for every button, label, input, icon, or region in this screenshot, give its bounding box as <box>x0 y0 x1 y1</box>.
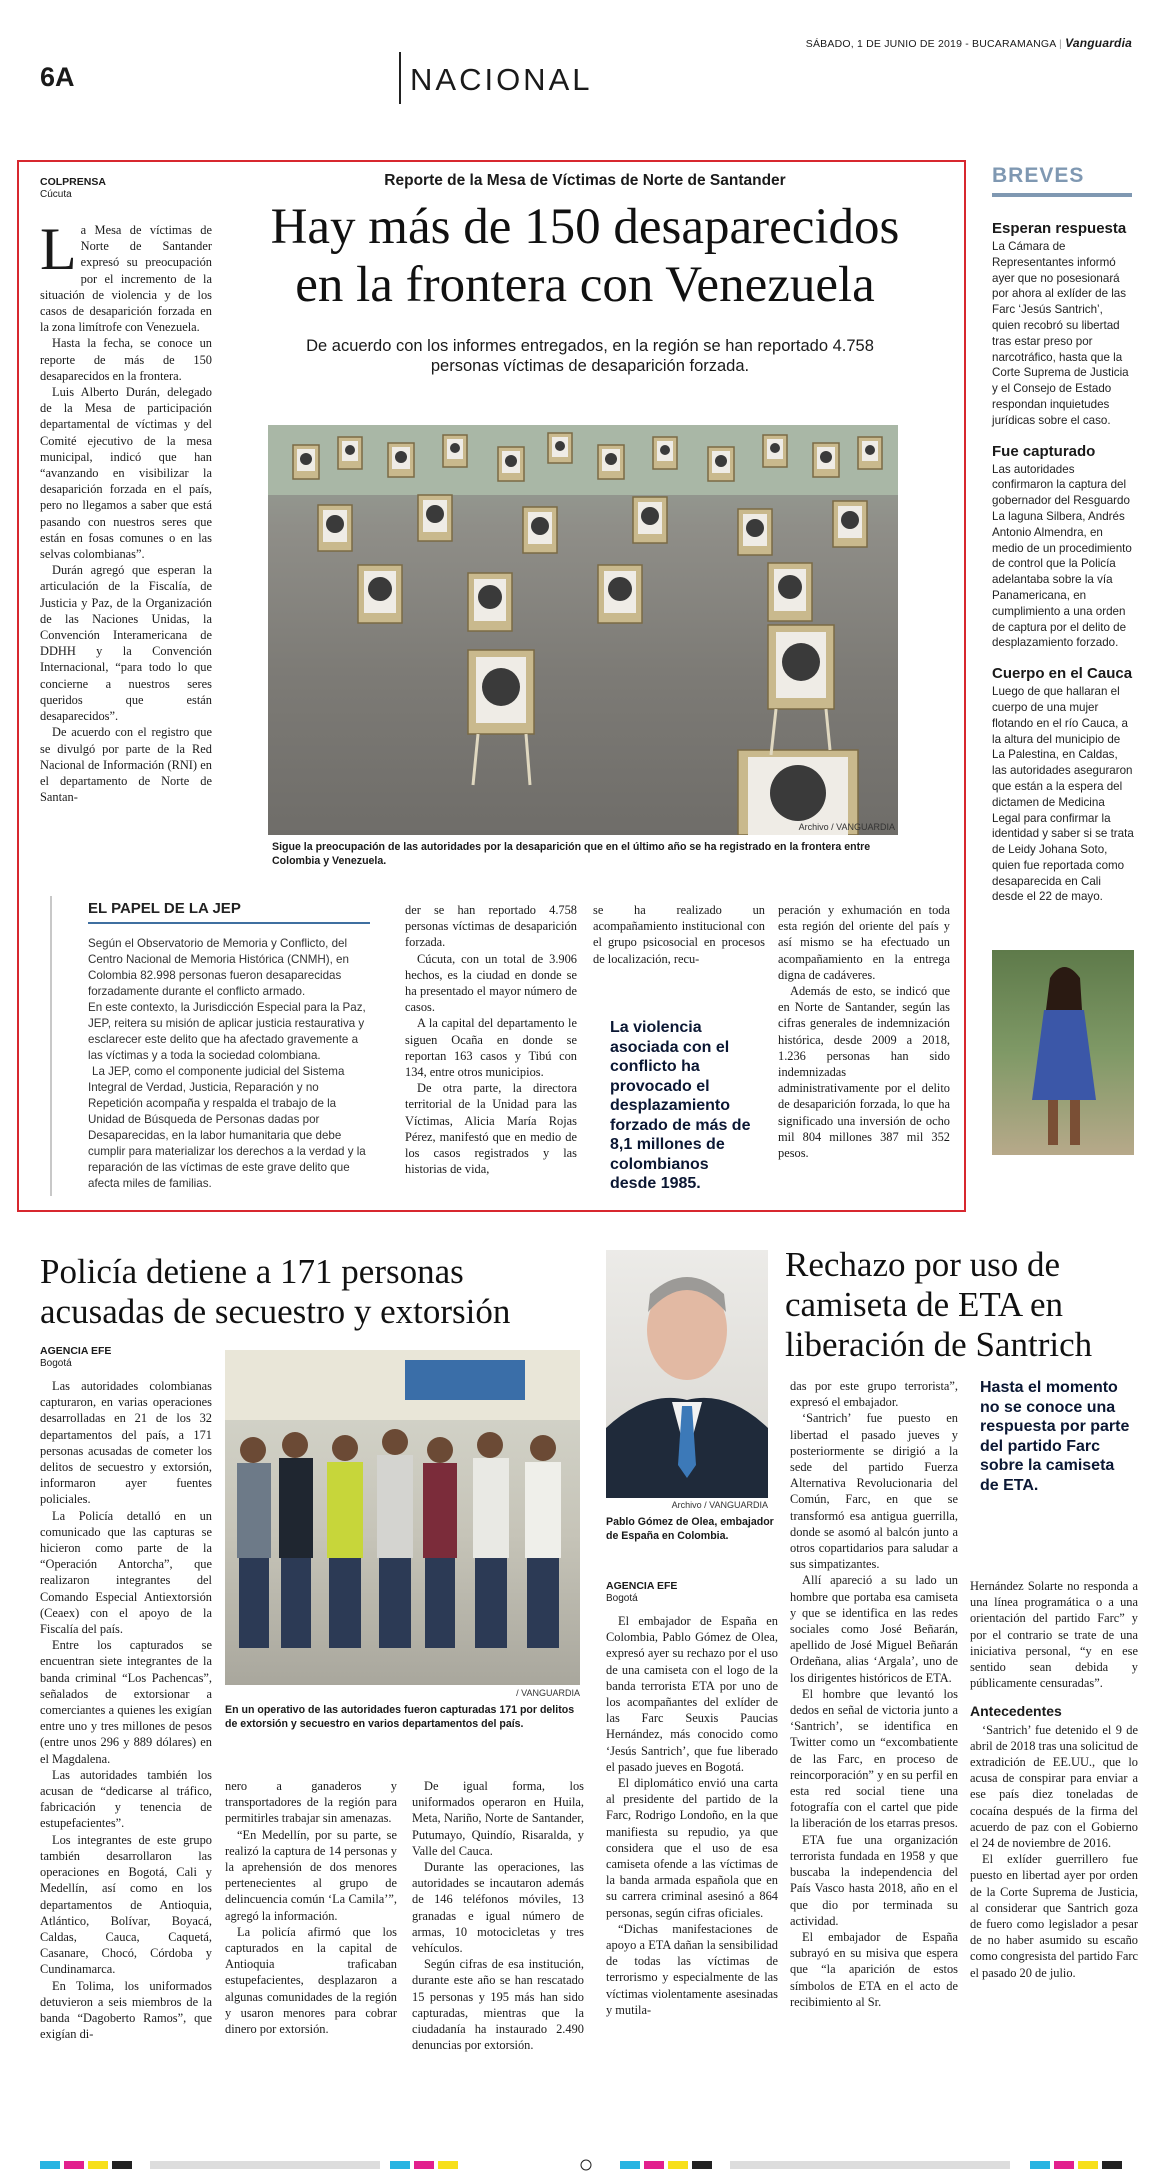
main-col-3-p2: A la capital del departamento le siguen Ocaña en donde se reportan 163 casos y Tibú con 134, entre otros municipios. <box>405 1016 577 1080</box>
antecedentes-p1: El exlíder guerrillero fue puesto en libertad ayer por orden de la Corte Suprema de Justicia, al considerar que Santrich goza de fuero como legislador a pesar de no haber asumido su escaño como congresista del partido Farc el pasado 20 de julio. <box>970 1852 1138 1980</box>
eta-col-1-p2: “Dichas manifestaciones de apoyo a ETA dañan la sensibilidad de todas las víctimas de terrorismo y especialmente de las víctimas violentamente asesinadas y mutila- <box>606 1921 778 2017</box>
jep-sidebar-rule <box>88 922 370 924</box>
print-color-bar <box>40 2158 1132 2170</box>
police-col-3-p0: De igual forma, los uniformados operaron en Huila, Meta, Nariño, Norte de Santander, Putumayo, Quindío, Risaralda, y Valle del Cauca. <box>412 1779 584 1858</box>
main-photo-caption: Sigue la preocupación de las autoridades por la desaparición que en el último año se ha registrado en la frontera entre Colombia y Venezuela. <box>272 841 871 867</box>
main-photo-credit: Archivo / VANGUARDIA <box>798 822 895 832</box>
dropcap: L <box>40 216 77 282</box>
breve-item <box>992 665 1134 905</box>
police-col-1 <box>40 1378 212 2042</box>
main-headline <box>215 198 955 314</box>
breve-text: Luego de que hallaran el cuerpo de una mujer flotando en el río Cauca, a la altura del municipio de La Palestina, en Caldas, las autoridades aseguraron que están a la espera del dictamen de Medicina Legal para confirmar la identidad y saber si se trata de Leidy Johana Soto, quien fue reportada como desaparecida en Cali desde el 22 de mayo. <box>992 685 1134 904</box>
section-title: NACIONAL <box>410 62 593 97</box>
main-pull-quote: La violencia asociada con el conflicto ha provocado el desplazamiento forzado de más de 8,1 millones de colombianos desde 1985. <box>610 1019 751 1192</box>
detainees-illustration <box>225 1350 580 1685</box>
main-col-1 <box>40 216 212 805</box>
memorial-chairs-illustration <box>268 425 898 835</box>
police-col-1-p2: Entre los capturados se encuentran siete integrantes de la banda criminal “Los Pachencas”, señalados de extorsionar a comerciantes a quienes les exigían entre uno y tres millones de pesos (entre unos 296 y 889 dólares) en el Magdalena. <box>40 1638 212 1766</box>
eta-col-1-p0: El embajador de España en Colombia, Pablo Gómez de Olea, expresó ayer su rechazo por el uso de una camiseta con el logo de la banda terrorista ETA por uno de los acompañantes del exlíder de las Farc Seuxis Paucias Hernández, más conocido como ‘Jesús Santrich’, que fue liberado el pasado jueves en Bogotá. <box>606 1614 778 1774</box>
police-headline <box>40 1252 600 1332</box>
eta-col-2-p3: El hombre que levantó los dedos en señal de victoria junto a ‘Santrich’, se identifica en Twitter como un “excombatiente de las Farc, en proceso de reincorporación” y en su perfil en esta red social tiene una fotografía con el cartel que pide la liberación de los etarras presos. <box>790 1686 958 1831</box>
main-col-3-p0: der se han reportado 4.758 personas víctimas de desaparición forzada. <box>405 903 577 950</box>
jep-sidebar-p0: Según el Observatorio de Memoria y Conflicto, del Centro Nacional de Memoria Histórica (CNMH), en Colombia 82.998 personas fueron desaparecidas forzadamente durante el conflicto armado. <box>88 937 349 998</box>
cmyk-registration-bar <box>40 2159 1132 2171</box>
woman-figure-illustration <box>992 950 1134 1155</box>
main-col-5 <box>778 902 950 1161</box>
main-col-5-p0: peración y exhumación en toda esta región del oriente del país y así mismo se ha efectuado un acompañamiento en la entrega digna de cadáveres. <box>778 903 950 982</box>
antecedentes-p0: ‘Santrich’ fue detenido el 9 de abril de 2018 tras una solicitud de extradición de EE.UU., que lo acusa de conspirar para enviar a ese país diez toneladas de cocaína después de la firma del acuerdo de paz con el Gobierno el 24 de noviembre de 2016. <box>970 1722 1138 1851</box>
jep-sidebar-title: EL PAPEL DE LA JEP <box>88 900 241 917</box>
main-col-3-p1: Cúcuta, con un total de 3.906 hechos, es la ciudad en donde se ha presentado el mayor número de casos. <box>405 951 577 1015</box>
main-byline-city: Cúcuta <box>40 189 72 200</box>
breve-item <box>992 443 1134 652</box>
police-col-3-p2: Según cifras de esa institución, durante este año se han rescatado 15 personas y 195 más han sido capturadas, mientras que la ciudadanía ha instaurado 2.490 denuncias por extorsión. <box>412 1957 584 2053</box>
ambassador-photo-caption: Pablo Gómez de Olea, embajador de España en Colombia. <box>606 1516 774 1542</box>
ambassador-photo-credit: Archivo / VANGUARDIA <box>671 1500 768 1510</box>
main-col-4 <box>593 902 765 967</box>
header-divider <box>399 52 401 104</box>
police-byline <box>40 1345 111 1370</box>
page-number: 6A <box>40 62 75 92</box>
jep-sidebar-p1: En este contexto, la Jurisdicción Especial para la Paz, JEP, reitera su misión de aplicar justicia restaurativa y esclarecer este delito que ha afectado gravemente a las víctimas y a toda la sociedad colombiana. <box>88 1001 366 1062</box>
ambassador-photo <box>606 1250 768 1498</box>
police-photo <box>225 1350 580 1685</box>
eta-byline <box>606 1580 677 1605</box>
eta-col-2-p1: ‘Santrich’ fue puesto en libertad el pasado jueves y posteriormente se dirigió a la sede del partido Fuerza Alternativa Revolucionaria del Común, Farc, en que se transformó esa antigua guerrilla, donde se asomó al balcón junto a otros copartidarios para saludar a sus simpatizantes. <box>790 1411 958 1572</box>
dateline-text: SÁBADO, 1 DE JUNIO DE 2019 - BUCARAMANGA <box>805 38 1056 50</box>
breve-item <box>992 220 1134 429</box>
main-col-1-p2: Luis Alberto Durán, delegado de la Mesa de participación departamental de víctimas y del Comité ejecutivo de la mesa municipal, indicó que han “avanzando en visibilizar la desaparición forzada en el país, pero no llegamos a saber que está pasando con nuestros seres que están en fosas comunes o en las selvas colombianas”. <box>40 385 212 562</box>
antecedentes-title: Antecedentes <box>970 1703 1062 1720</box>
police-byline-agency: AGENCIA EFE <box>40 1345 112 1357</box>
police-col-3-p1: Durante las operaciones, las autoridades se incautaron además de 146 teléfonos móviles, 13 granadas e igual número de armas, 10 motocicletas y tres vehículos. <box>412 1860 584 1956</box>
eta-pull-quote: Hasta el momento no se conoce una respuesta por parte del partido Farc sobre la camiseta de ETA. <box>980 1379 1130 1494</box>
main-col-1-p1: Hasta la fecha, se conoce un reporte de más de 150 desaparecidos en la frontera. <box>40 336 212 383</box>
eta-col-2 <box>790 1378 958 2010</box>
breve-title: Esperan respuesta <box>992 220 1127 237</box>
main-photo <box>268 425 898 835</box>
main-byline-agency: COLPRENSA <box>40 176 106 188</box>
police-col-1-p4: Los integrantes de este grupo también desarrollaron las operaciones en Bogotá, Cali y Medellín, así como en los departamentos de Antioquia, Atlántico, Bolívar, Boyacá, Caldas, Cauca, Caquetá, Casanare, Chocó, Córdoba y Cundinamarca. <box>40 1832 212 1977</box>
main-col-3-p3: De otra parte, la directora territorial de la Unidad para las Víctimas, Alicia María Rojas Pérez, manifestó que en medio de los casos registrados y las historias de vida, <box>405 1081 577 1177</box>
main-subhead: De acuerdo con los informes entregados, en la región se han reportado 4.758 personas víctimas de desaparición forzada. <box>306 337 874 375</box>
eta-col-2-p0: das por este grupo terrorista”, expresó el embajador. <box>790 1379 958 1410</box>
police-col-2 <box>225 1778 397 2037</box>
eta-col-1 <box>606 1613 778 2018</box>
police-byline-city: Bogotá <box>40 1358 72 1369</box>
police-col-2-p0: nero a ganaderos y transportadores de la región para permitirles trabajar sin amenazas. <box>225 1779 397 1826</box>
police-col-2-p2: La policía afirmó que los capturados en la capital de Antioquia traficaban estupefacientes, desplazaron a algunas comunidades de la región y usaron menores para cobrar dinero por extorsión. <box>225 1924 397 2037</box>
police-col-3 <box>412 1778 584 2053</box>
police-headline-line-1: Policía detiene a 171 personas <box>40 1252 464 1291</box>
main-kicker: Reporte de la Mesa de Víctimas de Norte de Santander <box>384 172 786 189</box>
eta-col-3 <box>970 1578 1138 1981</box>
main-col-1-p0: a Mesa de víctimas de Norte de Santander expresó su preocupación por el incremento de la situación de violencia y de los casos de desaparición forzada en la zona limítrofe con Venezuela. <box>40 223 212 335</box>
police-headline-line-2: acusadas de secuestro y extorsión <box>40 1292 511 1331</box>
brand-logo: Vanguardia <box>1065 36 1132 50</box>
eta-byline-agency: AGENCIA EFE <box>606 1580 678 1592</box>
eta-col-1-p1: El diplomático envió una carta al presidente del partido de la Farc, Rodrigo Londoño, en la que manifiesta su repudio, ya que considera que el uso de esa camiseta ofende a las víctimas de la banda armada española que en su carrera criminal asesinó a 864 personas, según cifras oficiales. <box>606 1776 778 1920</box>
eta-col-2-p4: ETA fue una organización terrorista fundada en 1958 y que buscaba la independencia del País Vasco hasta 2018, año en el que dio por terminada su actividad. <box>790 1832 958 1928</box>
main-col-3 <box>405 902 577 1177</box>
police-photo-credit: / VANGUARDIA <box>516 1688 580 1698</box>
jep-sidebar-text <box>88 936 373 1192</box>
eta-col-3-p0: Hernández Solarte no responda a una línea programática o a una orientación del partido Farc” y por el contrario se trate de una iniciativa personal, “y en ese sentido sean debida y públicamente censuradas”. <box>970 1579 1138 1691</box>
main-col-1-p3: Durán agregó que esperan la articulación de la Fiscalía, de Justicia y Paz, de la Organización de las Naciones Unidas, la Convención Interamericana de DDHH y la Convención Internacional, “para todo lo que concierne a nuestros seres queridos que están desaparecidos”. <box>40 563 212 724</box>
police-col-1-p3: Las autoridades también los acusan de “dedicarse al tráfico, fabricación y tenencia de estupefacientes”. <box>40 1767 212 1831</box>
police-col-2-p1: “En Medellín, por su parte, se realizó la captura de 14 personas y la aprehensión de dos menores pertenecientes al grupo de delincuencia común ‘La Camila’”, agregó la información. <box>225 1827 397 1923</box>
police-photo-caption: En un operativo de las autoridades fueron capturadas 171 por delitos de extorsión y secuestro en varios departamentos del país. <box>225 1704 575 1730</box>
breve-text: Las autoridades confirmaron la captura del gobernador del Resguardo La laguna Silbera, Andrés Antonio Almendra, en medio de un procedimiento de control que la Policía adelantaba sobre la vía Panamericana, en cumplimiento a una orden de captura por el delito de desplazamiento forzado. <box>992 462 1132 650</box>
breves-list <box>992 220 1134 919</box>
main-col-1-p4: De acuerdo con el registro que se divulgó por parte de la Red Nacional de Información (RNI) en el departamento de Norte de Santan- <box>40 725 212 805</box>
eta-col-2-p5: El embajador de España subrayó en su misiva que espera que “la aparición de estos símbolos de ETA en el acto de recibimiento al Sr. <box>790 1929 958 2009</box>
main-headline-line-2: en la frontera con Venezuela <box>295 257 875 313</box>
police-col-1-p5: En Tolima, los uniformados detuvieron a seis miembros de la banda “Dagoberto Ramos”, que exigían di- <box>40 1978 212 2042</box>
main-headline-line-1: Hay más de 150 desaparecidos <box>270 199 900 255</box>
breve-title: Fue capturado <box>992 442 1096 460</box>
main-col-4-p0: se ha realizado un acompañamiento institucional con el grupo psicosocial en procesos de localización, recu- <box>593 903 765 966</box>
ambassador-portrait-illustration <box>606 1250 768 1498</box>
breves-title: BREVES <box>992 164 1085 187</box>
breve-woman-photo <box>992 950 1134 1155</box>
jep-sidebar-p2: La JEP, como el componente judicial del Sistema Integral de Verdad, Justicia, Reparación y no Repetición acompaña y respalda el trabajo de la Unidad de Búsqueda de Personas dadas por Desaparecidas, en la labor humanitaria que debe cumplir para materializar los derechos a la verdad y la reparación de las víctimas de este grave delito que afecta miles de familias. <box>88 1065 366 1190</box>
main-byline <box>40 176 106 201</box>
eta-col-2-p2: Allí apareció a su lado un hombre que portaba esa camiseta y que se identifica en las redes sociales como José Beñarán, apellido de José Miguel Beñarán Ordeñana, alias ‘Argala’, uno de los dirigentes históricos de ETA. <box>790 1573 958 1685</box>
police-col-1-p0: Las autoridades colombianas capturaron, en varias operaciones desarrolladas en 21 de los 32 departamentos del país, a 171 personas acusadas de cometer los delitos de secuestro y extorsión, informaron ayer fuentes policiales. <box>40 1379 212 1507</box>
main-col-5-p1: Además de esto, se indicó que en Norte de Santander, según las cifras generales de indemnización histórica, desde 2009 a 2018, 1.236 personas han sido indemnizadas administrativamente por el delito de desaparición forzada, lo que ha significado una inversión de ocho mil 804 millones 387 mil 352 pesos. <box>778 984 950 1161</box>
breves-rule <box>992 193 1132 197</box>
breve-text: La Cámara de Representantes informó ayer que no posesionará por ahora al exlíder de las Farc ‘Jesús Santrich’, quien recobró su libertad tras estar preso por narcotráfico, hasta que la Corte Suprema de Justicia y el Consejo de Estado respondan inquietudes jurídicas sobre el caso. <box>992 240 1129 427</box>
breve-title: Cuerpo en el Cauca <box>992 665 1133 683</box>
police-col-1-p1: La Policía detalló en un comunicado que las capturas se hicieron como parte de la “Operación Antorcha”, que realizaron integrantes del Comando Especial Antiextorsión (Ceaex) con el apoyo de la Fiscalía del país. <box>40 1508 212 1637</box>
eta-byline-city: Bogotá <box>606 1593 638 1604</box>
eta-headline: Rechazo por uso de camiseta de ETA en liberación de Santrich <box>785 1245 1093 1364</box>
dateline: SÁBADO, 1 DE JUNIO DE 2019 - BUCARAMANGA | Vanguardia <box>805 36 1132 50</box>
